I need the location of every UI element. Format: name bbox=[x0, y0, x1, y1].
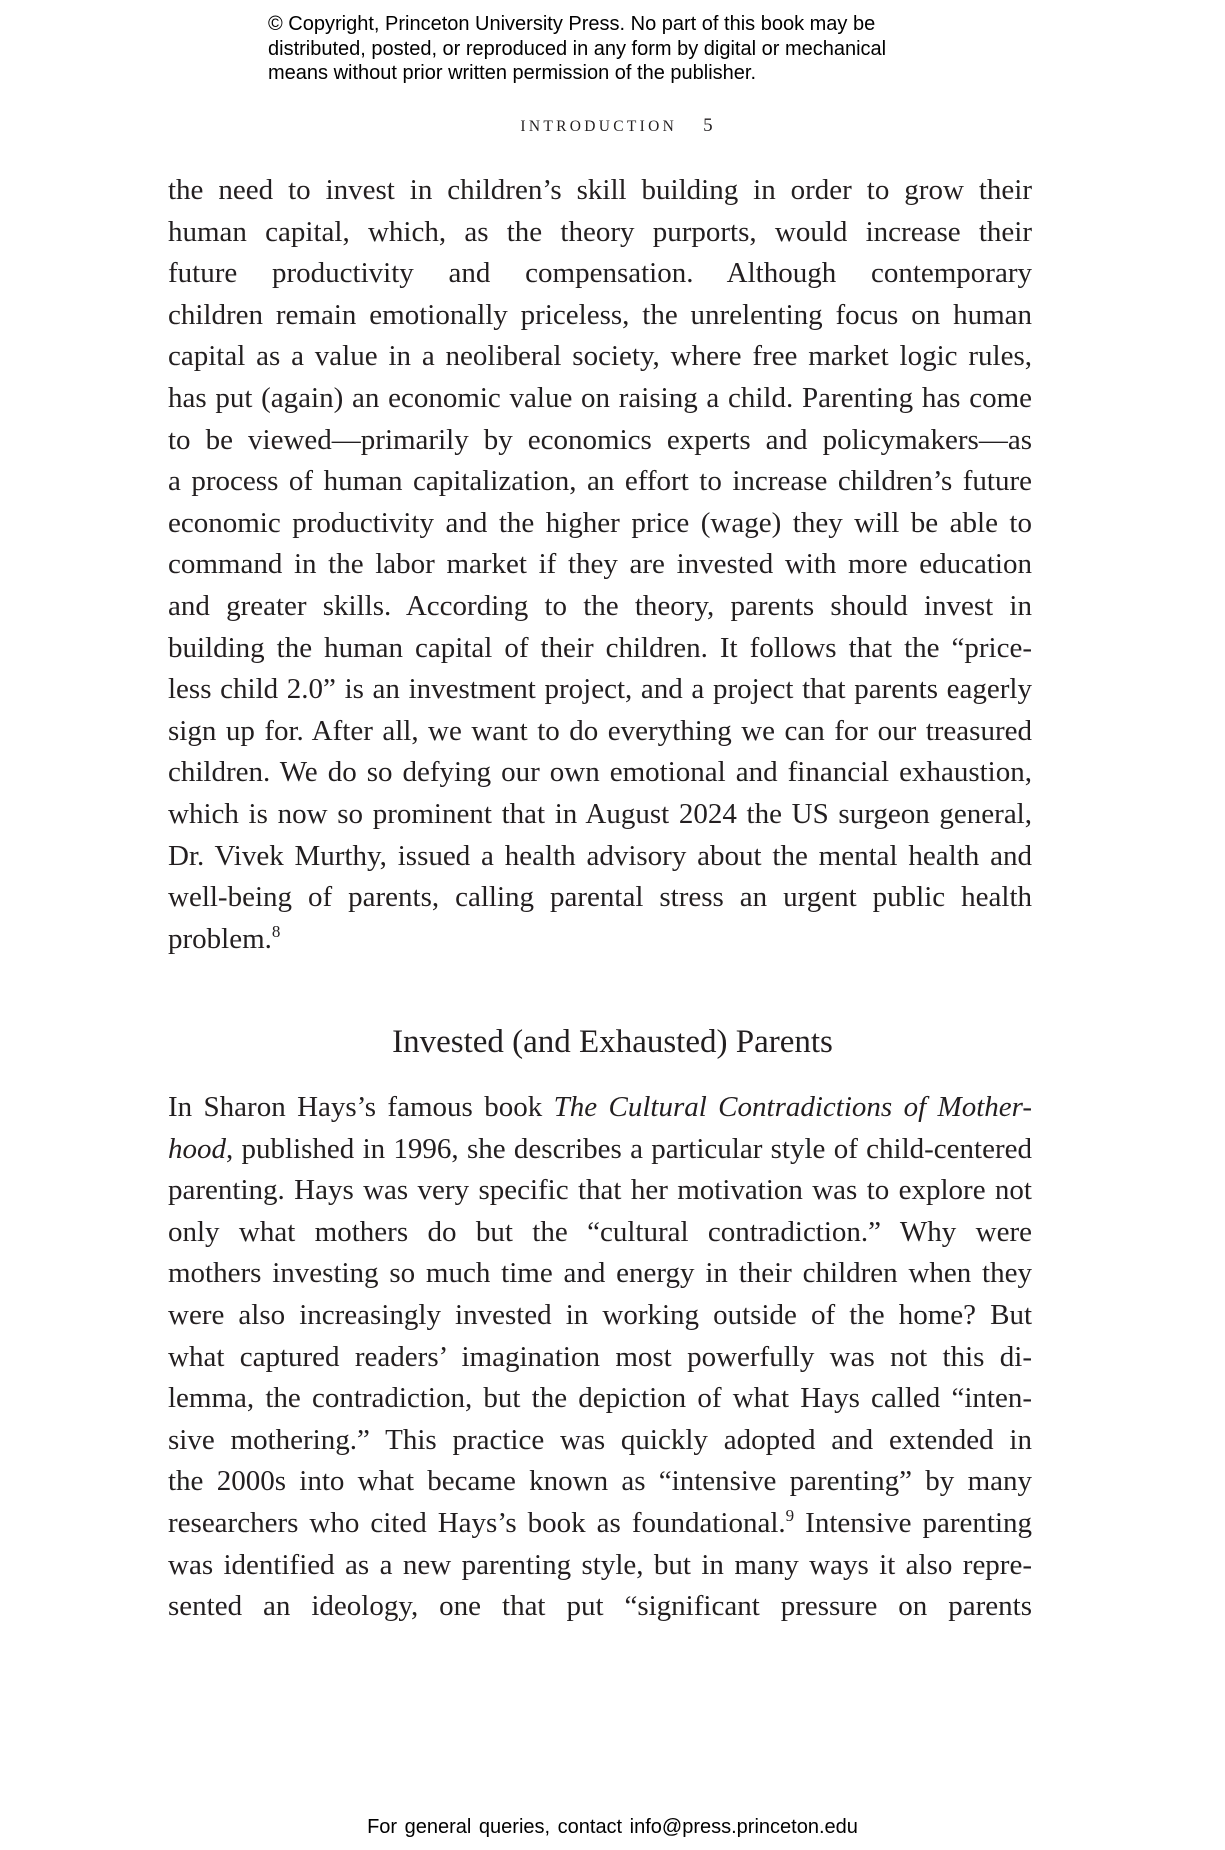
text-line bbox=[168, 1502, 1032, 1544]
text-line bbox=[168, 1086, 1032, 1128]
text-line: parenting. Hays was very specific that her motivation was to explore not bbox=[168, 1174, 1032, 1207]
section-heading: Invested (and Exhausted) Parents bbox=[392, 1024, 833, 1060]
text-line bbox=[168, 1128, 1032, 1170]
text-line: sign up for. After all, we want to do everything we can for our treasured bbox=[168, 714, 1032, 747]
text-line: only what mothers do but the “cultural contradiction.” Why were bbox=[168, 1215, 1032, 1248]
text-line: which is now so prominent that in August 2024 the US surgeon general, bbox=[168, 798, 1032, 830]
text-line: what captured readers’ imagination most powerfully was not this di- bbox=[168, 1340, 1032, 1373]
text-line: sive mothering.” This practice was quickly adopted and extended in bbox=[168, 1423, 1032, 1456]
copyright-notice bbox=[268, 12, 988, 86]
text-line: economic productivity and the higher price (wage) they will be able to bbox=[168, 506, 1032, 539]
text-line: mothers investing so much time and energy in their children when they bbox=[168, 1257, 1032, 1290]
footnote-ref-8[interactable]: 8 bbox=[271, 921, 281, 941]
text-line: human capital, which, as the theory purports, would increase their bbox=[168, 215, 1032, 248]
text-segment: researchers who cited Hays’s book as foundational. bbox=[168, 1507, 786, 1539]
footnote-ref-9[interactable]: 9 bbox=[785, 1506, 795, 1525]
text-segment: problem. bbox=[168, 922, 272, 955]
text-line: sented an ideology, one that put “significant pressure on parents bbox=[168, 1590, 1032, 1623]
text-segment: Intensive parenting bbox=[794, 1507, 1032, 1539]
text-line: were also increasingly invested in working outside of the home? But bbox=[168, 1299, 1032, 1331]
book-title-italic: hood bbox=[168, 1132, 226, 1165]
text-line: children. We do so defying our own emotional and financial exhaustion, bbox=[168, 756, 1032, 789]
text-line: building the human capital of their children. It follows that the “price- bbox=[168, 631, 1032, 664]
text-line: children remain emotionally priceless, the unrelenting focus on human bbox=[168, 298, 1032, 331]
text-line: lemma, the contradiction, but the depiction of what Hays called “inten- bbox=[168, 1382, 1032, 1415]
text-segment: , published in 1996, she describes a particular style of child-centered bbox=[226, 1132, 1032, 1165]
page-number: 5 bbox=[703, 115, 713, 136]
running-head-section: INTRODUCTION bbox=[520, 118, 678, 135]
text-line: capital as a value in a neoliberal society, where free market logic rules, bbox=[168, 340, 1032, 373]
copyright-line: distributed, posted, or reproduced in any form by digital or mechanical bbox=[268, 37, 887, 60]
text-line: Dr. Vivek Murthy, issued a health advisory about the mental health and bbox=[168, 839, 1032, 872]
text-line: less child 2.0” is an investment project, and a project that parents eagerly bbox=[168, 673, 1032, 706]
running-head bbox=[0, 115, 1225, 137]
text-line: future productivity and compensation. Although contemporary bbox=[168, 257, 1032, 290]
text-line: has put (again) an economic value on raising a child. Parenting has come bbox=[168, 382, 1032, 414]
book-title-italic: The Cultural Contradictions of Mother- bbox=[553, 1091, 1032, 1123]
copyright-line: means without prior written permission of the publisher. bbox=[268, 62, 757, 84]
text-line: a process of human capitalization, an effort to increase children’s future bbox=[168, 465, 1032, 498]
copyright-line: © Copyright, Princeton University Press. No part of this book may be bbox=[268, 13, 876, 35]
text-line: was identified as a new parenting style, but in many ways it also repre- bbox=[168, 1548, 1032, 1581]
text-line: well-being of parents, calling parental stress an urgent public health bbox=[168, 881, 1032, 914]
footer-contact: For general queries, contact info@press.princeton.edu bbox=[367, 1816, 858, 1838]
text-line: the need to invest in children’s skill building in order to grow their bbox=[168, 174, 1032, 206]
text-line: to be viewed—primarily by economics experts and policymakers—as bbox=[168, 423, 1032, 456]
text-line: and greater skills. According to the theory, parents should invest in bbox=[168, 590, 1032, 622]
text-line: the 2000s into what became known as “intensive parenting” by many bbox=[168, 1465, 1032, 1498]
text-segment: In Sharon Hays’s famous book bbox=[168, 1091, 554, 1123]
text-line-last bbox=[168, 918, 1032, 960]
text-line: command in the labor market if they are invested with more education bbox=[168, 548, 1032, 581]
